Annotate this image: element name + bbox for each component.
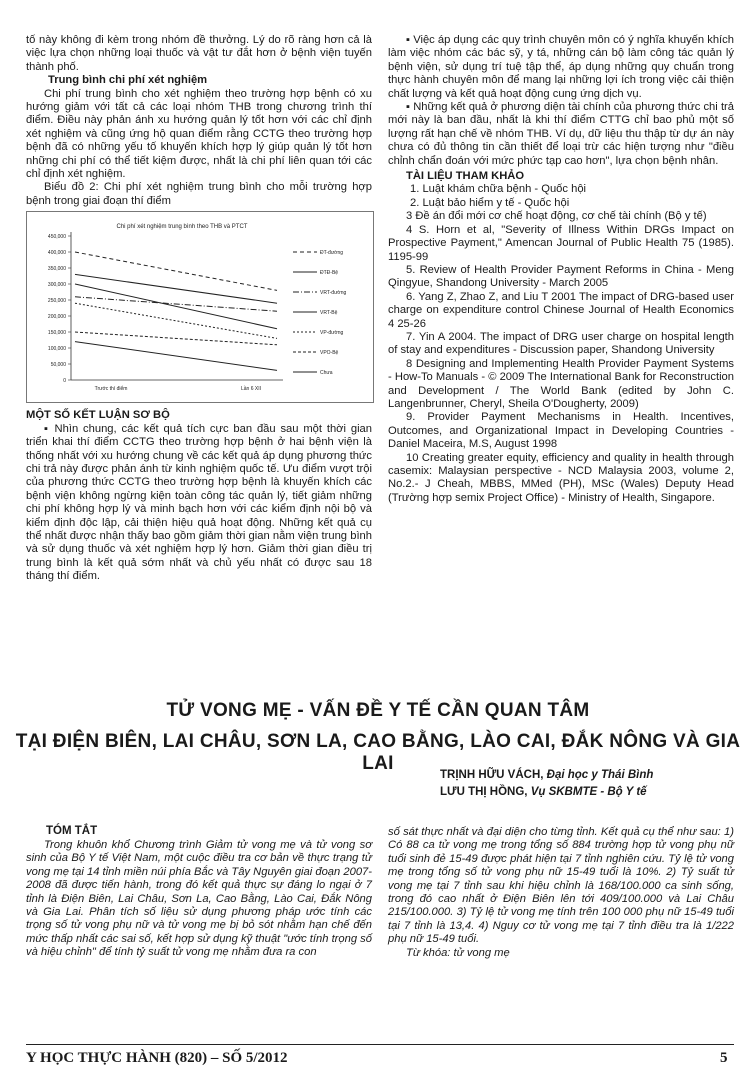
author-2 xyxy=(440,784,740,800)
y-tick-label: 250,000 xyxy=(47,298,66,305)
right-paragraph-1: ▪ Việc áp dụng các quy trình chuyên môn có ý nghĩa khuyến khích làm việc nhóm các bác sỹ, y tá, những cán bộ làm công tác quản lý bệnh viện, sử dụng trí tuệ tập thể, áp dụng những quy chuẩn trong thực hành chuyên môn để mang lại những lợi ích trong việc cải thiện chất lượng và kết quả hoạt động cung ứng dịch vụ. xyxy=(388,34,734,100)
y-tick-label: 450,000 xyxy=(47,234,66,241)
series-line xyxy=(75,332,277,345)
right-column xyxy=(388,34,734,505)
reference-item: 6. Yang Z, Zhao Z, and Liu T 2001 The impact of DRG-based user charge on expenditure control Chinese Journal of Health Economics 4 25-26 xyxy=(388,290,734,330)
page-number: 5 xyxy=(720,1050,728,1066)
legend-label: VP-đường xyxy=(320,330,344,337)
chart-caption: Biểu đồ 2: Chi phí xét nghiệm trung bình cho mỗi trường hợp bệnh trong giai đoạn thí điểm xyxy=(26,181,372,207)
author-1 xyxy=(440,767,740,783)
legend-label: VRT-Bệ xyxy=(320,310,338,317)
series-line xyxy=(75,284,277,329)
left-paragraph-2: Chi phí trung bình cho xét nghiệm theo trường hợp bệnh có xu hướng giảm với tất cả các loại nhóm THB trong chương trình thí điểm. Điều này phản ánh xu hướng quản lý tốt hơn với các chỉ định xét nghiệm và cũng ứng hộ quan điểm rằng CCTG theo trường hợp bệnh đã có những yếu tố khuyến khích hợp lý giúp quản lý tốt hơn những chi phí có thể tiết kiệm được, nhất là chi phí liên quan tới các chỉ định xét nghiệm. xyxy=(26,87,372,181)
author-2-name: LƯU THỊ HỒNG, xyxy=(440,786,528,798)
journal-footer: Y HỌC THỰC HÀNH (820) – SỐ 5/2012 xyxy=(26,1050,288,1066)
left-paragraph-3: ▪ Nhìn chung, các kết quả tích cực ban đầu sau một thời gian triển khai thí điểm CCTG theo trường hợp bệnh ở hai bệnh viện là thống nhất với xu hướng chung về các kết quả áp dụng phương thức chi trả này được phản ánh từ kinh nghiệm quốc tế. Ưu điểm vượt trội của phương thức CCTG theo trường hợp bệnh là khuyến khích các bệnh viện không ngừng kiện toàn công tác quản lý, tiết giảm những chi phí không hợp lý và minh bạch hơn với các kiểm định nội bộ và kiểm định độc lập, cải thiện hiệu quả hoạt động. Những kết quả cụ thể nhất được nhận thấy bao gồm giảm thời gian nằm viện trung bình và sử dụng thuốc và xét nghiệm hợp lý hơn. Giảm thời gian điều trị trung bình là kết quả sớm nhất và chủ yếu nhất có được sau 18 tháng thí điểm. xyxy=(26,422,372,583)
y-tick-label: 200,000 xyxy=(47,314,66,321)
reference-item: 9. Provider Payment Mechanisms in Health. Incentives, Outcomes, and Organizational Impact in Developing Countries - Daniel Maceira, M.S, August 1998 xyxy=(388,411,734,451)
abstract-right xyxy=(388,826,734,960)
abstract-heading: TÓM TẮT xyxy=(46,825,98,837)
legend-label: ĐT-đường xyxy=(320,250,344,257)
abstract-left-text: Trong khuôn khổ Chương trình Giảm tử vong mẹ và tử vong sơ sinh của Bộ Y tế Việt Nam, một cuộc điều tra cơ bản về thực trạng tử vong mẹ tại 14 tỉnh miền núi phía Bắc và Tây Nguyên giai đoạn 2007-2008 đã được tiến hành, trong đó kết quả thực sự đáng lo ngại ở 7 tỉnh là Điện Biên, Lai Châu, Sơn La, Cao Bằng, Lào Cai, Đắk Nông và Gia Lai. Phân tích số liệu sử dụng phương pháp ước tính các trọng số tử vong phụ nữ và tử vong mẹ bị bỏ sót nhằm hạn chế đến mức thấp nhất các sai số, kết hợp sử dụng kỹ thuật "ước tính trọng số và hiệu chỉnh" để tính tỷ suất tử vong mẹ nhằm đưa ra con xyxy=(26,839,372,959)
footer-rule xyxy=(26,1044,734,1045)
line-chart xyxy=(27,212,373,402)
y-tick-label: 50,000 xyxy=(50,362,66,369)
series-line xyxy=(75,342,277,371)
series-line xyxy=(75,303,277,338)
left-column xyxy=(26,34,372,584)
abstract-left xyxy=(26,839,372,960)
y-tick-label: 300,000 xyxy=(47,282,66,289)
y-tick-label: 0 xyxy=(63,378,66,385)
keywords: Từ khóa: tử vong mẹ xyxy=(406,946,510,959)
right-paragraph-2: ▪ Những kết quả ở phương diện tài chính của phương thức chi trả mới này là ban đầu, nhất là khi thí điểm CTTG chỉ bao phủ một số lượng rất hạn chế về nhóm THB. Ví dụ, dữ liệu thu thập từ dự án này chưa có đủ thông tin cần thiết để loại trừ các hiện tượng như "điều chỉnh chẩn đoán với mức phức tạp cao hơn", lựa chọn bệnh nhân. xyxy=(388,101,734,167)
y-tick-label: 350,000 xyxy=(47,266,66,273)
legend-label: Chưa xyxy=(320,370,333,377)
reference-list xyxy=(388,183,734,505)
y-tick-label: 150,000 xyxy=(47,330,66,337)
x-tick-label: Trước thí điểm xyxy=(94,386,128,393)
article-title-line-2: TẠI ĐIỆN BIÊN, LAI CHÂU, SƠN LA, CAO BẰNG, LÀO CAI, ĐẮK NÔNG VÀ GIA LAI xyxy=(15,731,741,774)
reference-item: 2. Luật bảo hiểm y tế - Quốc hội xyxy=(410,196,570,209)
abstract-right-text: số sát thực nhất và đại diện cho từng tỉnh. Kết quả cụ thể như sau: 1) Có 88 ca tử vong mẹ trong tổng số 884 trường hợp tử vong phụ nữ tuổi sinh đẻ 15-49 được phát hiện tại 7 tỉnh nghiên cứu. Tỷ lệ tử vong mẹ trong tổng số tử vong phụ nữ 15-49 tuổi là 10%. 2) Tỷ suất tử vong mẹ tại 7 tỉnh sau khi hiệu chỉnh là 168/100.000 ca sinh sống, trong đó cao nhất ở Điện Biên lên tới 409/100.000 và Lai Châu 215/100.000. 3) Tỷ lệ tử vong mẹ tính trên 100 000 phụ nữ 15-49 tuổi tại 7 tỉnh là 13,4. 4) Nguy cơ tử vong mẹ tại 7 tỉnh điều tra là 1/222 phụ nữ 15-49 tuổi. xyxy=(388,826,734,946)
y-tick-label: 400,000 xyxy=(47,250,66,257)
series-line xyxy=(75,252,277,290)
reference-item: 10 Creating greater equity, efficiency and quality in health through casemix: Malaysian perspective - NCD Malaysia 2003, volume 2, No.2.- J Cheah, MBBS, MMed (PH), MSc (Wales) Deputy Head (Trường hợp semix Project Office) - Ministry of Health, Singapore. xyxy=(388,451,734,504)
author-1-name: TRỊNH HỮU VÁCH, xyxy=(440,769,544,781)
y-tick-label: 100,000 xyxy=(47,346,66,353)
legend-label: ĐTĐ-Bệ xyxy=(320,270,339,277)
subheading-lab-cost: Trung bình chi phí xét nghiệm xyxy=(48,74,208,87)
legend-label: VPO-Bệ xyxy=(320,350,339,357)
legend-label: VRT-đường xyxy=(320,290,347,297)
author-1-affiliation: Đại học y Thái Bình xyxy=(546,769,654,781)
author-2-affiliation: Vụ SKBMTE - Bộ Y tế xyxy=(530,786,647,798)
reference-item: 4 S. Horn et al, "Severity of Illness Within DRGs Impact on Prospective Payment," Amencan Journal of Public Health 75 (1985). 1195-99 xyxy=(388,223,734,263)
reference-item: 1. Luật khám chữa bệnh - Quốc hội xyxy=(410,183,587,196)
reference-item: 7. Yin A 2004. The impact of DRG user charge on hospital length of stay and expenditures - Discussion paper, Shandong University xyxy=(388,330,734,357)
article-title-line-1: TỬ VONG MẸ - VẤN ĐỀ Y TẾ CẦN QUAN TÂM xyxy=(166,700,590,721)
reference-item: 8 Designing and Implementing Health Provider Payment Systems - How-To Manuals - © 2009 The International Bank for Reconstruction and Development / The World Bank (edited by John C. Langenbrunner, Cheryl, Sheila O'Dougherty, 2009) xyxy=(388,357,734,410)
x-tick-label: Lần 6 XII xyxy=(240,386,262,393)
section-heading-conclusions: MỘT SỐ KẾT LUẬN SƠ BỘ xyxy=(26,409,170,422)
line-chart-container xyxy=(26,211,374,403)
references-heading: TÀI LIỆU THAM KHẢO xyxy=(406,170,525,183)
reference-item: 5. Review of Health Provider Payment Reforms in China - Meng Qingyue, Shandong University - March 2005 xyxy=(388,263,734,290)
chart-title: Chi phí xét nghiệm trung bình theo THB và PTCT xyxy=(116,224,248,231)
left-paragraph-1: tố này không đi kèm trong nhóm đề thưởng. Lý do rõ ràng hơn cả là việc lựa chọn những loại thuốc và vật tư đắt hơn ở bệnh viện tuyến thành phố. xyxy=(26,34,372,73)
reference-item: 3 Đề án đổi mới cơ chế hoạt động, cơ chế tài chính (Bộ y tế) xyxy=(406,210,707,223)
